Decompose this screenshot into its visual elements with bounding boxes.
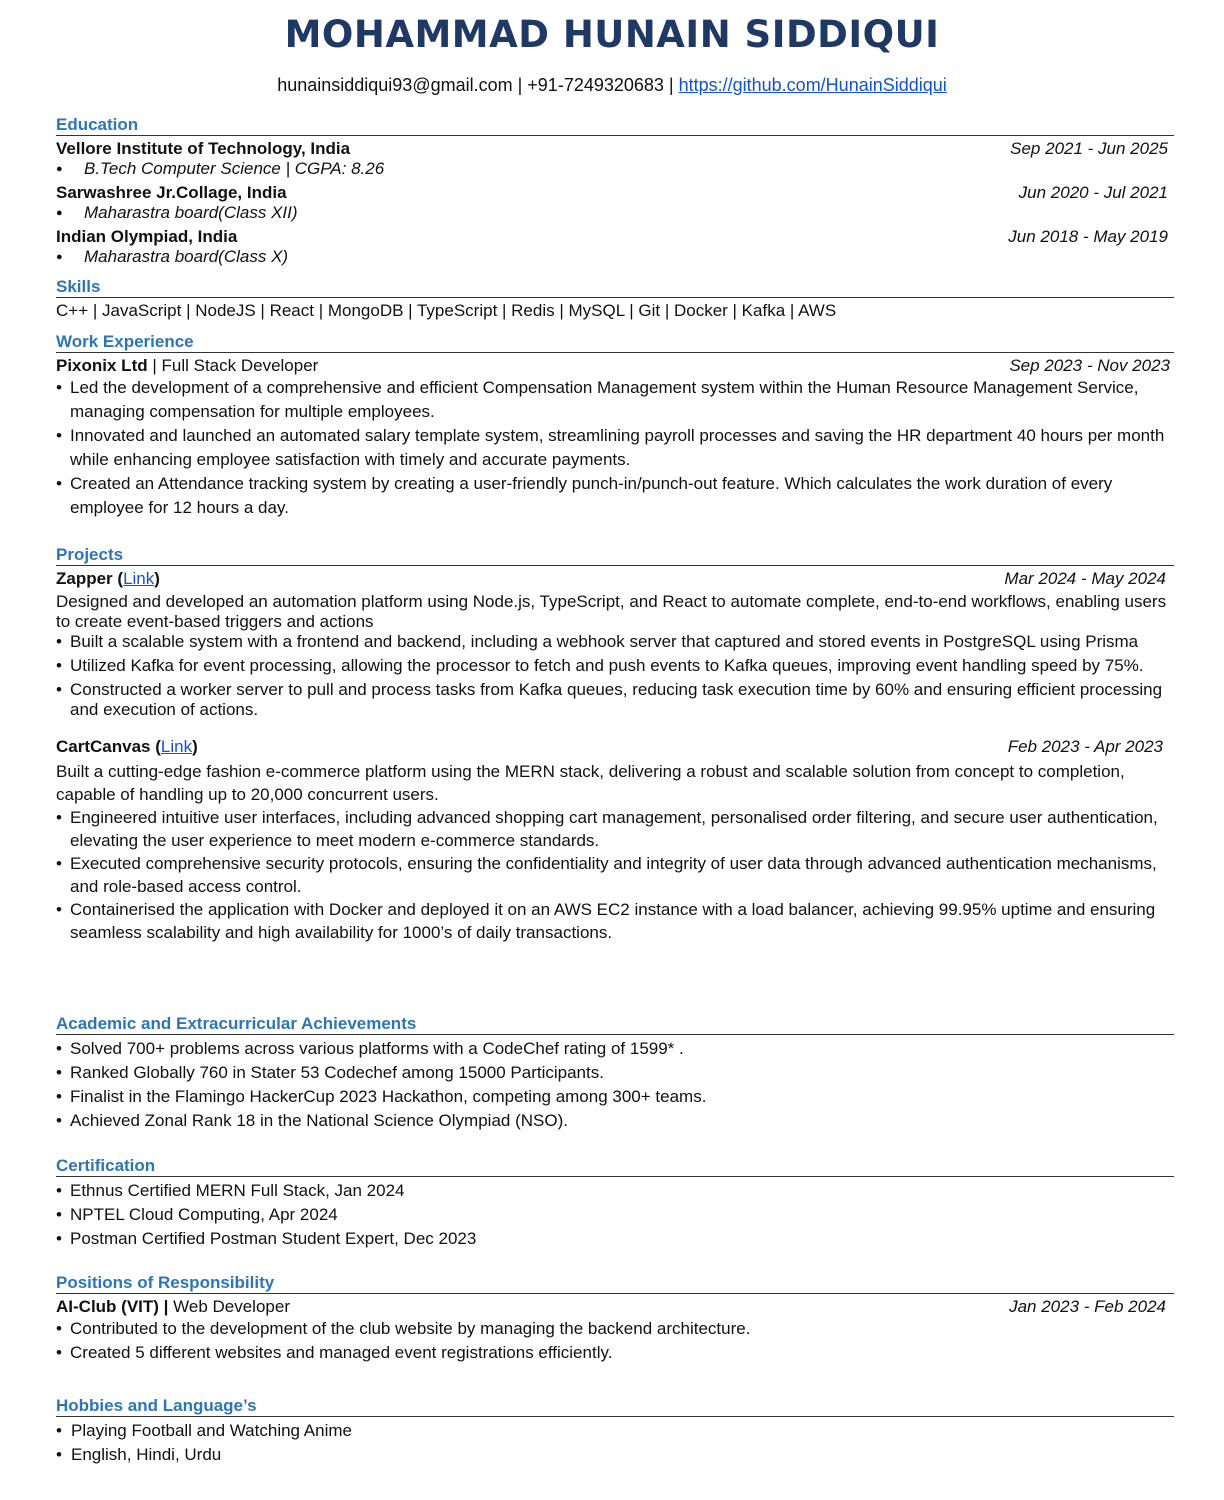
list-item: • Ethnus Certified MERN Full Stack, Jan 2024 <box>56 1179 1174 1203</box>
project-date: Feb 2023 - Apr 2023 <box>1007 737 1163 756</box>
list-item: • Executed comprehensive security protocols, ensuring the confidentiality and integrity of user data through advanced authentication mechanisms, and role-based access control. <box>56 852 1174 898</box>
organization-name: AI-Club (VIT) | <box>56 1297 169 1316</box>
certification-title: Certification <box>56 1156 1174 1177</box>
education-detail: ● Maharastra board(Class X) <box>56 247 1174 267</box>
list-item: • Playing Football and Watching Anime <box>56 1419 1174 1443</box>
list-item: • Utilized Kafka for event processing, allowing the processor to fetch and push events to Kafka queues, improving event handling speed by 75%. <box>56 656 1174 676</box>
achievements-title: Academic and Extracurricular Achievements <box>56 1014 1174 1035</box>
school-name: Sarwashree Jr.Collage, India <box>56 183 287 202</box>
job-role: | Full Stack Developer <box>147 356 319 375</box>
achievements-section <box>56 1014 1174 1133</box>
education-date: Jun 2018 - May 2019 <box>1008 227 1168 246</box>
project-description: Designed and developed an automation platform using Node.js, TypeScript, and React to automate complete, end-to-end workflows, enabling users to create event-based triggers and actions <box>56 592 1167 631</box>
school-name: Vellore Institute of Technology, India <box>56 139 351 158</box>
projects-section <box>56 545 1174 944</box>
position-date: Jan 2023 - Feb 2024 <box>1009 1297 1166 1316</box>
contact-line <box>0 74 1224 96</box>
education-detail: ● B.Tech Computer Science | CGPA: 8.26 <box>56 159 1174 179</box>
list-item: • Created 5 different websites and managed event registrations efficiently. <box>56 1341 1174 1365</box>
certification-section <box>56 1156 1174 1251</box>
project-name: Zapper <box>56 569 113 588</box>
project-link[interactable]: Link <box>123 569 155 588</box>
list-item: • English, Hindi, Urdu <box>56 1443 1174 1467</box>
education-section <box>56 115 1174 267</box>
education-item <box>56 226 1174 267</box>
hobbies-section <box>56 1396 1174 1467</box>
list-item: • Constructed a worker server to pull and process tasks from Kafka queues, reducing task execution time by 60% and ensuring efficient processing and execution of actions. <box>56 680 1174 720</box>
project-item: CartCanvas (Link) Feb 2023 - Apr 2023 Built a cutting-edge fashion e-commerce platform using the MERN stack, delivering a robust and scalable solution from concept to completion, capable of handling up to 20,000 concurrent users. • Engineered intuitive user interfaces, including advanced shopping cart management, personalised order filtering, and secure user authentication, elevating the user experience to meet modern e-commerce standards. • Executed comprehensive security protocols, ensuring the confidentiality and integrity of user data through advanced authentication mechanisms, and role-based access control. • Containerised the application with Docker and deployed it on an AWS EC2 instance with a load balancer, achieving 99.95% uptime and ensuring seamless scalability and high availability for 1000’s of daily transactions. <box>56 737 1174 944</box>
work-section <box>56 332 1174 520</box>
positions-title: Positions of Responsibility <box>56 1273 1174 1294</box>
project-link[interactable]: Link <box>160 737 193 756</box>
list-item: • Contributed to the development of the club website by managing the backend architecture. <box>56 1317 1174 1341</box>
company-name: Pixonix Ltd <box>56 356 148 375</box>
education-date: Jun 2020 - Jul 2021 <box>1018 183 1168 202</box>
project-description: Built a cutting-edge fashion e-commerce platform using the MERN stack, delivering a robust and scalable solution from concept to completion, capable of handling up to 20,000 concurrent users. <box>56 762 1125 804</box>
projects-title: Projects <box>56 545 1174 566</box>
list-item: • Engineered intuitive user interfaces, including advanced shopping cart management, personalised order filtering, and secure user authentication, elevating the user experience to meet modern e-commerce standards. <box>56 806 1174 852</box>
positions-section <box>56 1273 1174 1365</box>
list-item: • NPTEL Cloud Computing, Apr 2024 <box>56 1203 1174 1227</box>
position-role: Web Developer <box>168 1297 290 1316</box>
education-item <box>56 138 1174 179</box>
list-item: • Ranked Globally 760 in Stater 53 Codechef among 15000 Participants. <box>56 1061 1174 1085</box>
list-item: • Postman Certified Postman Student Expert, Dec 2023 <box>56 1227 1174 1251</box>
list-item: • Solved 700+ problems across various platforms with a CodeChef rating of 1599* . <box>56 1037 1174 1061</box>
education-detail: ● Maharastra board(Class XII) <box>56 203 1174 223</box>
education-title: Education <box>56 115 1174 136</box>
work-title: Work Experience <box>56 332 1174 353</box>
project-item: Zapper (Link) Mar 2024 - May 2024 Designed and developed an automation platform using Node.js, TypeScript, and React to automate complete, end-to-end workflows, enabling users to create event-based triggers and actions • Built a scalable system with a frontend and backend, including a webhook server that captured and stored events in PostgreSQL using Prisma • Utilized Kafka for event processing, allowing the processor to fetch and push events to Kafka queues, improving event handling speed by 75%. • Constructed a worker server to pull and process tasks from Kafka queues, reducing task execution time by 60% and ensuring efficient processing and execution of actions. <box>56 569 1174 720</box>
list-item: • Finalist in the Flamingo HackerCup 2023 Hackathon, competing among 300+ teams. <box>56 1085 1174 1109</box>
list-item: • Achieved Zonal Rank 18 in the National Science Olympiad (NSO). <box>56 1109 1174 1133</box>
project-name: CartCanvas <box>56 737 151 756</box>
education-date: Sep 2021 - Jun 2025 <box>1010 139 1168 158</box>
work-date: Sep 2023 - Nov 2023 <box>1009 356 1170 375</box>
candidate-name: MOHAMMAD HUNAIN SIDDIQUI <box>284 13 940 56</box>
skills-title: Skills <box>56 277 1174 298</box>
list-item: • Containerised the application with Docker and deployed it on an AWS EC2 instance with a load balancer, achieving 99.95% uptime and ensuring seamless scalability and high availability for 1000’s of daily transactions. <box>56 898 1174 944</box>
list-item: • Created an Attendance tracking system by creating a user-friendly punch-in/punch-out feature. Which calculates the work duration of every employee for 12 hours a day. <box>56 472 1174 520</box>
list-item: • Led the development of a comprehensive and efficient Compensation Management system within the Human Resource Management Service, managing compensation for multiple employees. <box>56 376 1174 424</box>
education-item <box>56 182 1174 223</box>
skills-list: C++ | JavaScript | NodeJS | React | MongoDB | TypeScript | Redis | MySQL | Git | Docker | Kafka | AWS <box>56 301 837 320</box>
school-name: Indian Olympiad, India <box>56 227 238 246</box>
skills-section <box>56 277 1174 321</box>
list-item: • Innovated and launched an automated salary template system, streamlining payroll processes and saving the HR department 40 hours per month while enhancing employee satisfaction with timely and accurate payments. <box>56 424 1174 472</box>
contact-text: hunainsiddiqui93@gmail.com | +91-7249320683 | <box>277 75 679 95</box>
hobbies-title: Hobbies and Language’s <box>56 1396 1174 1417</box>
list-item: • Built a scalable system with a frontend and backend, including a webhook server that captured and stored events in PostgreSQL using Prisma <box>56 632 1174 652</box>
github-link[interactable]: https://github.com/HunainSiddiqui <box>678 75 947 95</box>
project-date: Mar 2024 - May 2024 <box>1004 569 1166 588</box>
